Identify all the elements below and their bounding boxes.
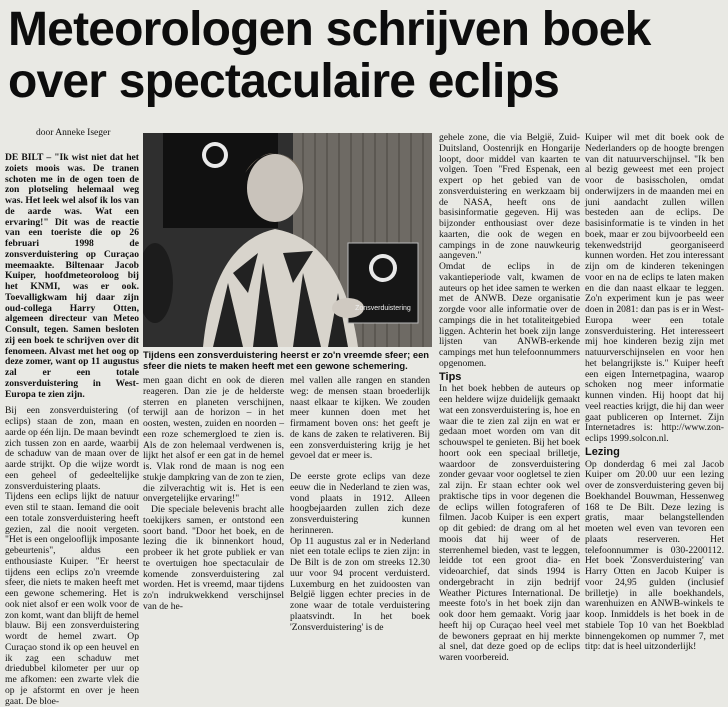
column-3 <box>290 376 430 633</box>
paragraph: De eerste grote eclips van deze eeuw die in Nederland te zien was, vond plaats in 1912. Alleen hoogbejaarden zullen zich deze zonsverduistering kunnen herinneren. <box>290 471 430 536</box>
paragraph: Omdat de eclips in de vakantieperiode valt, kwamen de auteurs op het idee samen te werken met de ANWB. Deze organisatie zorgde voor alle informatie over de campings die in het totaliteitgebied liggen. Achterin het boek zijn lange lijsten van ANWB-erkende campings met hun telefoonnummers opgenomen. <box>439 261 580 369</box>
photo-illustration <box>143 133 432 347</box>
byline: door Anneke Iseger <box>36 128 111 138</box>
paragraph: In het boek hebben de auteurs op een heldere wijze duidelijk gemaakt wat een zonsverduistering is, hoe en waar die te zien zal zijn en wat er gedaan moet worden om van dit schouwspel te genieten. Bij het boek hoort ook een speciaal brilletje, waardoor de zonsverduistering zonder gevaar voor oogletsel te zien zal zijn. Er staan echter ook wel praktische tips in voor degenen die de eclips willen fotograferen of filmen. Jacob Kuiper is een expert op dit gebied: de drang om al het moois dat hij weer of de sterrenhemel bieden, vast te leggen, leidde tot een groot dia- en videoarchief, dat sinds 1994 is ondergebracht in zijn bedrijf Weather Pictures International. De meeste foto's in het boek zijn dan ook door hem gemaakt. Vorig jaar heeft hij op Curaçao heel veel met de bewoners gepraat en hij merkte al snel, dat deze goed op de eclips waren voorbereid. <box>439 383 580 663</box>
paragraph: men gaan dicht en ook de dieren reageren. Dan zie je de helderste sterren en planeten verschijnen, terwijl aan de horizon – in het oosten, westen, zuiden en noorden – een roze schemergloed te zien is. Als de zon helemaal verdwenen is, lijkt het alsof er een gat in de hemel is. Vlak rond de maan is nog een stukje dampkring van de zon te zien, die zilverachtig wit is. Het is een onvergetelijke ervaring!" <box>143 375 284 505</box>
paragraph: Kuiper wil met dit boek ook de Nederlanders op de hoogte brengen van dit natuurverschijnsel. "Ik ben al bezig geweest met een project voor de basisscholen, omdat onderwijzers in de maanden mei en juni aandacht zullen willen besteden aan de eclips. De basisinformatie is te vinden in het boek, maar er zou bijvoorbeeld een tekenwedstrijd georganiseerd kunnen worden. Het zou interessant zijn om de kinderen tekeningen voor en na de eclips te laten maken en die dan naast elkaar te leggen. Zo'n experiment kun je pas weer doen in 2081: dan pas is er in West-Europa weer een totale zonsverduistering. Het interesseert mij hoe kinderen bezig zijn met natuurverschijnselen en voor hen het belangrijkste is." Kuiper heeft een eigen Internetpagina, waarop schoken nog meer informatie kunnen vinden. Hij hoopt dat hij veel reacties krijgt, die hij dan weer gaat publiceren op Internet. Zijn Internetadres is: http://www.zon-eclips 1999.solcon.nl. <box>585 132 724 444</box>
subheading-tips: Tips <box>439 370 462 383</box>
paragraph: Die speciale belevenis bracht alle toekijkers samen, er ontstond een soort band. "Door het boek, en de lezing die ik binnenkort houd, probeer ik het grote publiek er van te overtuigen hoe spectaculair de komende zonsverduistering zal worden. Het is vreemd, maar tijdens zo'n indrukwekkend verschijnsel van de he- <box>143 504 284 612</box>
paragraph: gehele zone, die via België, Zuid-Duitsland, Oostenrijk en Hongarije loopt, door middel van kaarten te volgen. Toen "Fred Espenak, een expert op het gebied van de zonsverduistering en werkzaam bij de NASA, heeft ons de basisinformatie gegeven. Hij was bijzonder enthousiast over deze kaarten, die ook de wegen en campings in de zone nauwkeurig aangeven." <box>439 132 580 262</box>
lead-paragraph: DE BILT – "Ik wist niet dat het zoiets moois was. De tranen schoten me in de ogen toen de zon plotseling helemaal weg was. Het leek wel alsof ik los van de aarde was. Wat een ervaring!" Dit was de reactie van een toeriste die op 26 februari 1998 de zonsverduistering op Curaçao meemaakte. Biltenaar Jacob Kuiper, hoofdmeteoroloog bij het KNMI, was er ook. Toevalligkwam hij daar zijn oud-collega Harry Otten, algemeen directeur van Meteo Consult, tegen. Samen besloten zij een boek te schrijven over dit fenomeen. Alvast met het oog op deze zomer, want op 11 augustus zal er een totale zonsverduistering in West-Europa te zien zijn. <box>5 152 139 400</box>
book-label: Zonsverduistering <box>355 305 411 312</box>
photo <box>143 133 432 347</box>
photo-caption: Tijdens een zonsverduistering heerst er zo'n vreemde sfeer; een sfeer die niets te maken heeft met een gewone schemering. <box>143 349 430 371</box>
paragraph: mel vallen alle rangen en standen weg: de mensen staan broederlijk naast elkaar te kijken. We zouden meer kunnen doen met het firmament boven ons: het geeft je de kans de zaken te relativeren. Bij een zonsverduistering krijg je het gevoel dat er meer is. <box>290 375 430 462</box>
column-4 <box>439 133 580 664</box>
paragraph: Op donderdag 6 mei zal Jacob Kuiper om 20.00 uur een lezing over de zonsverduistering geven bij Boekhandel Bouwman, Hessenweg 168 te De Bilt. Deze lezing is gratis, maar belangstellenden moeten wel even van tevoren een plaats reserveren. Het telefoonnummer is 030-2200112. Het boek 'Zonsverduistering' van Harry Otten en Jacob Kuiper is voor 24,95 gulden (inclusief brilletje) in alle boekhandels, warenhuizen en ANWB-winkels te koop. Inmiddels is het boek in de stabiele Top 10 van het Boekblad binnengekomen op nummer 7, met titp: dat is heel uitzonderlijk! <box>585 458 724 653</box>
column-2 <box>143 376 284 613</box>
paragraph: Bij een zonsverduistering (of eclips) staan de zon, maan en aarde op één lijn. De maan bevindt zich tussen zon en aarde, waarbij de schaduw van de maan over de aarde strijkt. Op die wijze wordt een geheel of gedeeltelijke zonsverduistering plaats. <box>5 405 139 492</box>
column-5 <box>585 133 724 653</box>
subheading-lezing: Lezing <box>585 445 620 458</box>
headline-line-1: Meteorologen schrijven boek <box>8 3 651 56</box>
paragraph: Op 11 augustus zal er in Nederland niet een totale eclips te zien zijn: in De Bilt is de zon om streeks 12.30 uur voor 94 procent verduisterd. Luxemburg en het zuidoosten van België liggen echter precies in de zone waar de totale verduistering plaatsvindt. In het boek 'Zonsverduistering' is de <box>290 535 430 633</box>
headline <box>8 4 724 108</box>
column-1 <box>5 153 139 707</box>
headline-line-2: over spectaculaire eclips <box>8 55 559 108</box>
paragraph: Tijdens een eclips lijkt de natuur even stil te staan. Iemand die ooit een totale zonsverduistering heeft gezien, zal die nooit vergeten. "Het is een ongelooflijk imposante gebeurtenis", aldus een enthousiaste Kuiper. "Er heerst tijdens een eclips zo'n vreemde sfeer, die niets te maken heeft met een gewone schemering. Het is ook niet alsof er een wolk voor de zon komt, want dan blijft de hemel blauw. Bij een zonsverduistering wordt de hemel zwart. Op Curaçao stond ik op een heuvel en ik zag een schaduw met driedubbel kilometer per uur op me afkomen: een zwarte vlek die op je afstormt en over je heen gaat. De bloe- <box>5 491 140 707</box>
